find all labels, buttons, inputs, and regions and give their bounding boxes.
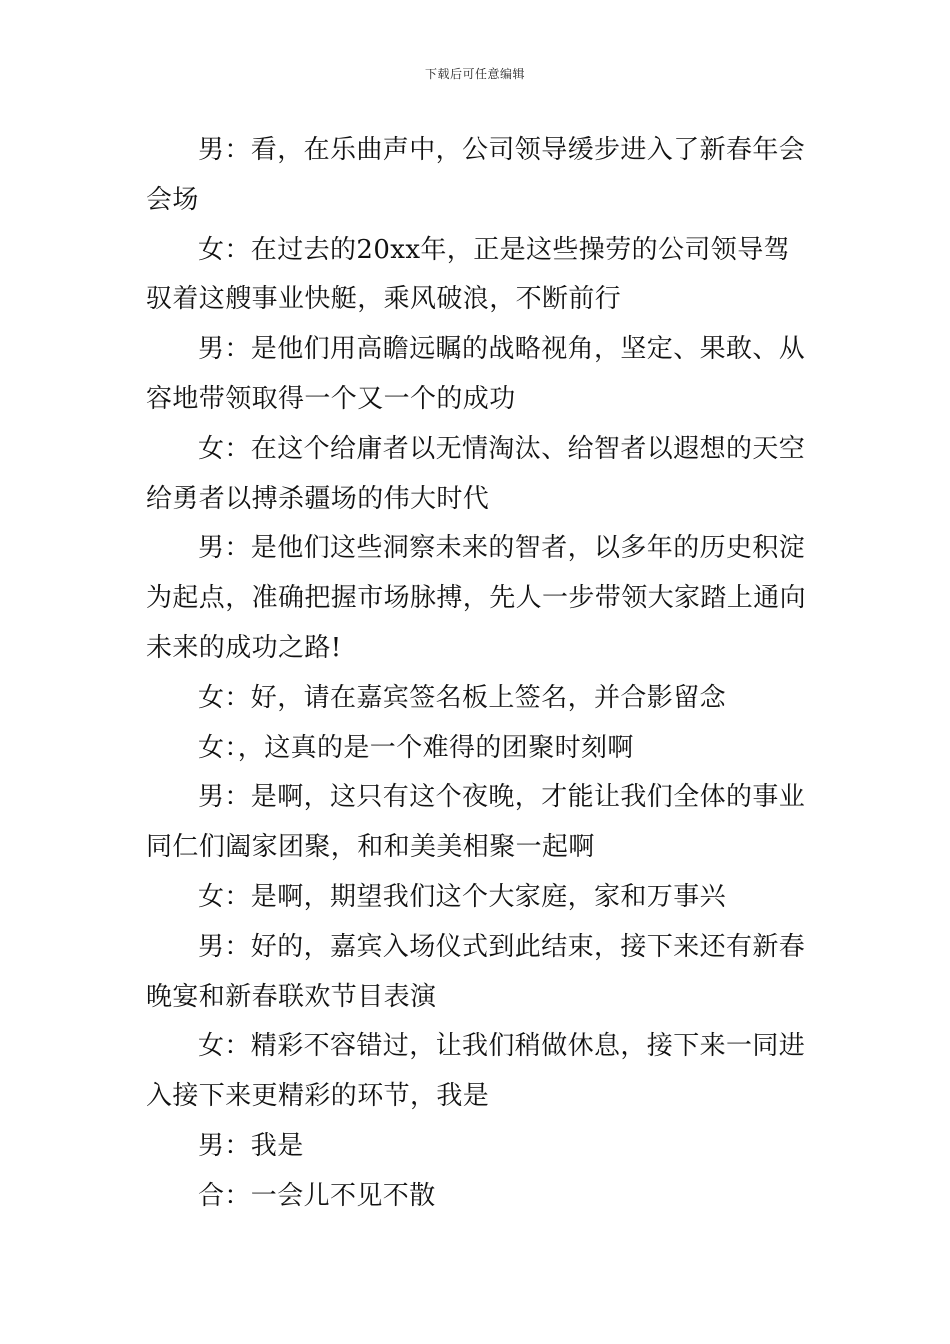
dialogue-line: 男：我是: [198, 1130, 304, 1161]
dialogue-line: 合：一会儿不见不散: [198, 1180, 436, 1211]
dialogue-line: 女：，这真的是一个难得的团聚时刻啊: [198, 732, 634, 763]
dialogue-line: 男：看，在乐曲声中，公司领导缓步进入了新春年会会场: [146, 135, 806, 215]
script-body: [146, 126, 808, 1222]
dialogue-line: 女：是啊，期望我们这个大家庭，家和万事兴: [198, 881, 727, 912]
dialogue-line: 男：是他们用高瞻远瞩的战略视角，坚定、果敢、从容地带领取得一个又一个的成功: [146, 334, 806, 414]
dialogue-line: 男：是他们这些洞察未来的智者，以多年的历史积淀为起点，准确把握市场脉搏，先人一步带领大家踏上通向未来的成功之路!: [146, 533, 807, 663]
dialogue-line: 男：是啊，这只有这个夜晚，才能让我们全体的事业同仁们阖家团聚，和和美美相聚一起啊: [146, 782, 806, 863]
header-note: 下载后可任意编辑: [424, 67, 525, 81]
dialogue-line: 男：好的，嘉宾入场仪式到此结束，接下来还有新春晚宴和新春联欢节目表演: [146, 931, 806, 1012]
dialogue-line: 女：在过去的20xx年，正是这些操劳的公司领导驾驭着这艘事业快艇，乘风破浪，不断前行: [146, 234, 791, 315]
dialogue-line: 女：好，请在嘉宾签名板上签名，并合影留念: [198, 682, 727, 713]
dialogue-line: 女：精彩不容错过，让我们稍做休息，接下来一同进入接下来更精彩的环节，我是: [146, 1031, 806, 1112]
dialogue-line: 女：在这个给庸者以无情淘汰、给智者以遐想的天空给勇者以搏杀疆场的伟大时代: [146, 433, 806, 514]
